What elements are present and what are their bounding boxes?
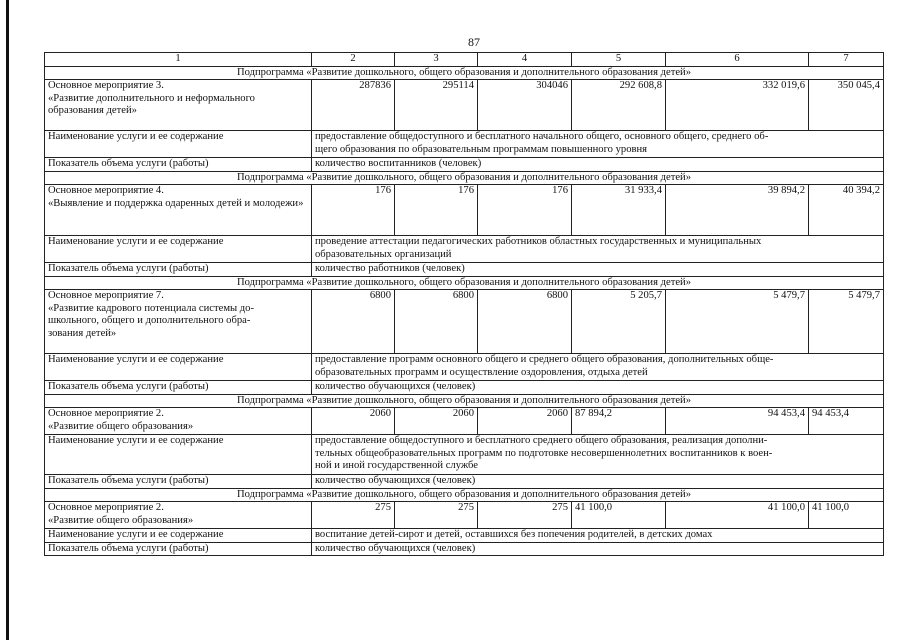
value-cell: 2060 [395,408,478,435]
indicator-label: Показатель объема услуги (работы) [45,263,312,277]
activity-row [45,290,884,354]
service-label: Наименование услуги и ее содержание [45,131,312,158]
subprogram-row [45,394,884,408]
page-edge-bar [6,0,9,640]
value-cell: 94 453,4 [809,408,884,435]
header-row [45,53,884,67]
value-cell: 287836 [312,80,395,131]
value-cell: 31 933,4 [572,185,666,236]
value-cell: 6800 [312,290,395,354]
value-cell: 40 394,2 [809,185,884,236]
value-cell: 5 479,7 [666,290,809,354]
activity-row [45,185,884,236]
page-number: 87 [468,35,480,49]
header-cell: 4 [478,53,572,67]
budget-table [44,52,884,556]
service-row [45,529,884,543]
indicator-row [45,542,884,556]
value-cell: 41 100,0 [809,502,884,529]
indicator-text: количество обучающихся (человек) [312,542,884,556]
service-label: Наименование услуги и ее содержание [45,435,312,475]
value-cell: 39 894,2 [666,185,809,236]
value-cell: 292 608,8 [572,80,666,131]
value-cell: 2060 [312,408,395,435]
service-row [45,435,884,475]
service-text: проведение аттестации педагогических работников областных государственных и муниципальных образовательных организаций [312,236,884,263]
activity-name: Основное мероприятие 4. «Выявление и поддержка одаренных детей и молодежи» [45,185,312,236]
value-cell: 94 453,4 [666,408,809,435]
subprogram-row [45,276,884,290]
subprogram-row [45,66,884,80]
service-text: предоставление общедоступного и бесплатного начального общего, основного общего, среднего об- щего образования по образовательным программам повышенного уровня [312,131,884,158]
subprogram-title: Подпрограмма «Развитие дошкольного, общего образования и дополнительного образования детей» [45,488,884,502]
value-cell: 87 894,2 [572,408,666,435]
indicator-text: количество обучающихся (человек) [312,381,884,395]
value-cell: 350 045,4 [809,80,884,131]
service-label: Наименование услуги и ее содержание [45,236,312,263]
activity-row [45,80,884,131]
subprogram-title: Подпрограмма «Развитие дошкольного, общего образования и дополнительного образования детей» [45,171,884,185]
value-cell: 176 [395,185,478,236]
indicator-text: количество обучающихся (человек) [312,475,884,489]
header-cell: 5 [572,53,666,67]
service-label: Наименование услуги и ее содержание [45,354,312,381]
value-cell: 275 [312,502,395,529]
value-cell: 2060 [478,408,572,435]
service-text: предоставление общедоступного и бесплатного среднего общего образования, реализация дополни- тельных общеобразовательных программ по подготовке несовершеннолетних воспитанников к воен- ной и иной государственной службе [312,435,884,475]
indicator-row [45,475,884,489]
indicator-label: Показатель объема услуги (работы) [45,381,312,395]
indicator-text: количество работников (человек) [312,263,884,277]
value-cell: 5 479,7 [809,290,884,354]
service-row [45,354,884,381]
value-cell: 295114 [395,80,478,131]
value-cell: 6800 [395,290,478,354]
indicator-row [45,381,884,395]
subprogram-title: Подпрограмма «Развитие дошкольного, общего образования и дополнительного образования детей» [45,66,884,80]
indicator-label: Показатель объема услуги (работы) [45,158,312,172]
indicator-label: Показатель объема услуги (работы) [45,542,312,556]
activity-name: Основное мероприятие 3. «Развитие дополнительного и неформального образования детей» [45,80,312,131]
activity-name: Основное мероприятие 2. «Развитие общего образования» [45,408,312,435]
value-cell: 176 [478,185,572,236]
header-cell: 3 [395,53,478,67]
service-row [45,236,884,263]
value-cell: 304046 [478,80,572,131]
indicator-text: количество воспитанников (человек) [312,158,884,172]
value-cell: 332 019,6 [666,80,809,131]
header-cell: 7 [809,53,884,67]
subprogram-row [45,171,884,185]
value-cell: 41 100,0 [666,502,809,529]
activity-row [45,408,884,435]
value-cell: 5 205,7 [572,290,666,354]
service-text: воспитание детей-сирот и детей, оставшихся без попечения родителей, в детских домах [312,529,884,543]
indicator-row [45,158,884,172]
subprogram-title: Подпрограмма «Развитие дошкольного, общего образования и дополнительного образования детей» [45,394,884,408]
value-cell: 6800 [478,290,572,354]
activity-row [45,502,884,529]
value-cell: 41 100,0 [572,502,666,529]
subprogram-title: Подпрограмма «Развитие дошкольного, общего образования и дополнительного образования детей» [45,276,884,290]
value-cell: 176 [312,185,395,236]
value-cell: 275 [395,502,478,529]
activity-name: Основное мероприятие 2. «Развитие общего образования» [45,502,312,529]
header-cell: 2 [312,53,395,67]
service-text: предоставление программ основного общего и среднего общего образования, дополнительных обще- образовательных программ и осуществление оздоровления, отдыха детей [312,354,884,381]
header-cell: 6 [666,53,809,67]
subprogram-row [45,488,884,502]
service-row [45,131,884,158]
indicator-row [45,263,884,277]
service-label: Наименование услуги и ее содержание [45,529,312,543]
indicator-label: Показатель объема услуги (работы) [45,475,312,489]
header-cell: 1 [45,53,312,67]
value-cell: 275 [478,502,572,529]
activity-name: Основное мероприятие 7. «Развитие кадрового потенциала системы до- школьного, общего и дополнительного обра- зования детей» [45,290,312,354]
